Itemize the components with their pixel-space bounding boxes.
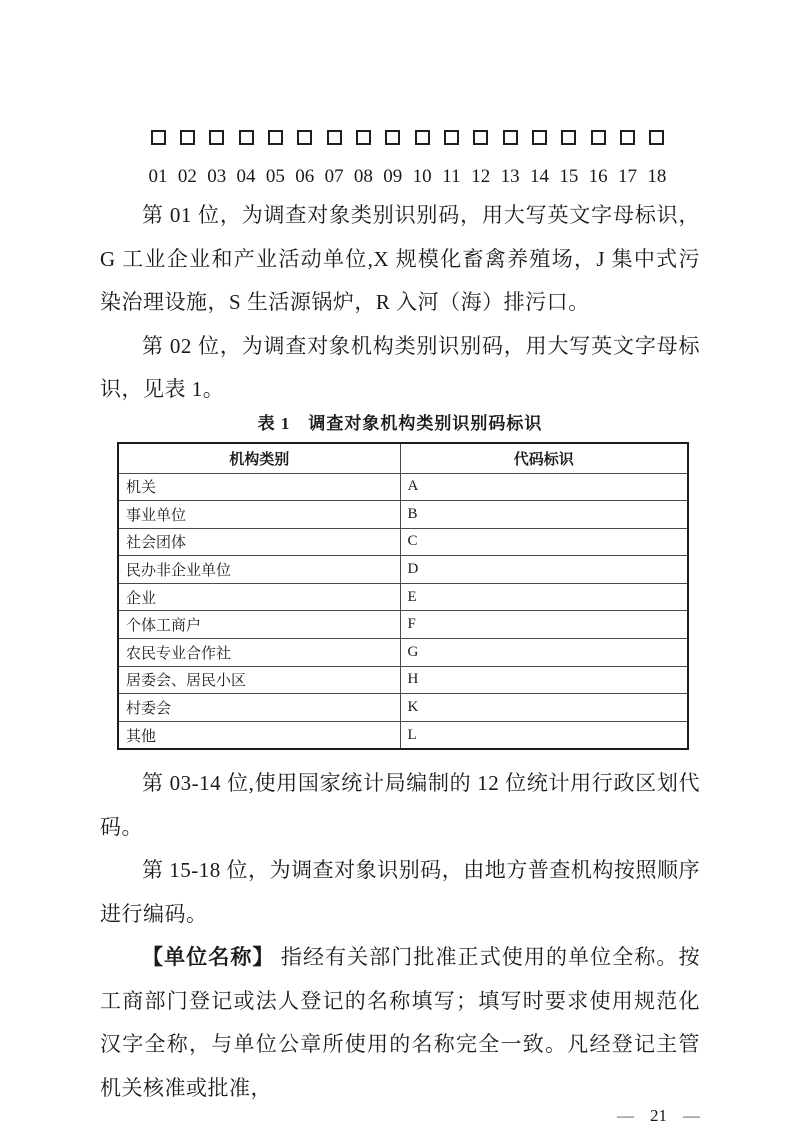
checkbox-icon	[385, 130, 400, 145]
checkbox-icon	[151, 130, 166, 145]
cell-code: C	[400, 528, 688, 556]
cell-category: 机关	[118, 473, 400, 501]
digit-label: 10	[412, 166, 432, 187]
digit-cell	[380, 130, 406, 188]
digit-cell	[556, 130, 582, 188]
page-number: 21	[650, 1106, 667, 1126]
cell-code: H	[400, 666, 688, 694]
digit-cell	[585, 130, 611, 188]
table-row	[118, 611, 688, 639]
cell-category: 事业单位	[118, 501, 400, 529]
digit-cell	[233, 130, 259, 188]
checkbox-icon	[209, 130, 224, 145]
checkbox-icon	[532, 130, 547, 145]
table-row	[118, 501, 688, 529]
checkbox-icon	[591, 130, 606, 145]
checkbox-icon	[239, 130, 254, 145]
digit-label: 17	[618, 166, 637, 187]
footer-dash-right: —	[683, 1106, 700, 1126]
cell-code: G	[400, 639, 688, 667]
digit-cell	[468, 130, 494, 188]
digit-cell	[409, 130, 435, 188]
table-row	[118, 473, 688, 501]
cell-category: 农民专业合作社	[118, 639, 400, 667]
checkbox-icon	[503, 130, 518, 145]
cell-category: 其他	[118, 721, 400, 749]
cell-code: E	[400, 583, 688, 611]
digit-label: 06	[295, 166, 315, 187]
checkbox-icon	[297, 130, 312, 145]
paragraph-unit-name	[100, 936, 700, 1110]
digit-cell	[497, 130, 523, 188]
page-content	[0, 130, 800, 1128]
digit-label: 13	[500, 166, 520, 187]
checkbox-icon	[356, 130, 371, 145]
table-row	[118, 666, 688, 694]
table-row	[118, 583, 688, 611]
footer-dash-left: —	[617, 1106, 634, 1126]
digit-label: 16	[588, 166, 608, 187]
checkbox-icon	[180, 130, 195, 145]
digit-label: 04	[236, 166, 256, 187]
digit-cell	[292, 130, 318, 188]
checkbox-icon	[415, 130, 430, 145]
cell-category: 居委会、居民小区	[118, 666, 400, 694]
digit-cell	[174, 130, 200, 188]
table-caption: 表 1 调查对象机构类别识别码标识	[257, 413, 543, 433]
digit-label: 01	[148, 166, 168, 187]
digit-cell	[145, 130, 171, 188]
table-header-row	[118, 443, 688, 474]
checkbox-icon	[444, 130, 459, 145]
digit-cell	[615, 130, 641, 188]
term-definition-text: 指经有关部门批准正式使用的单位全称。按工商部门登记或法人登记的名称填写；填写时要求使用规范化汉字全称，与单位公章所使用的名称完全一致。凡经登记主管机关核准或批准，	[100, 945, 701, 1100]
checkbox-icon	[268, 130, 283, 145]
table-row	[118, 639, 688, 667]
checkbox-icon	[327, 130, 342, 145]
checkbox-icon	[649, 130, 664, 145]
digit-label: 02	[177, 166, 197, 187]
paragraph-digit-15-18: 第 15-18 位，为调查对象识别码，由地方普查机构按照顺序进行编码。	[100, 858, 700, 926]
table-row	[118, 694, 688, 722]
code-digit-checkbox-strip	[145, 130, 670, 188]
digit-cell	[438, 130, 464, 188]
cell-category: 村委会	[118, 694, 400, 722]
cell-category: 民办非企业单位	[118, 556, 400, 584]
digit-label: 07	[324, 166, 344, 187]
table-row	[118, 556, 688, 584]
checkbox-icon	[561, 130, 576, 145]
digit-label: 09	[383, 166, 403, 187]
header-code: 代码标识	[400, 443, 688, 474]
digit-label: 11	[442, 166, 461, 187]
cell-category: 企业	[118, 583, 400, 611]
header-category: 机构类别	[118, 443, 400, 474]
paragraph-digit-02: 第 02 位，为调查对象机构类别识别码，用大写英文字母标识，见表 1。	[100, 333, 700, 401]
cell-category: 社会团体	[118, 528, 400, 556]
paragraph-digit-03-14: 第 03-14 位,使用国家统计局编制的 12 位统计用行政区划代码。	[100, 771, 700, 839]
paragraph-digit-01: 第 01 位，为调查对象类别识别码，用大写英文字母标识，G 工业企业和产业活动单位,X 规模化畜禽养殖场，J 集中式污染治理设施，S 生活源锅炉，R 入河（海）排污口。	[100, 203, 700, 314]
checkbox-icon	[620, 130, 635, 145]
digit-label: 03	[207, 166, 227, 187]
cell-code: D	[400, 556, 688, 584]
cell-code: F	[400, 611, 688, 639]
org-type-code-table	[117, 442, 689, 751]
digit-cell	[350, 130, 376, 188]
digit-label: 12	[471, 166, 491, 187]
cell-code: B	[400, 501, 688, 529]
digit-label: 18	[647, 166, 667, 187]
cell-category: 个体工商户	[118, 611, 400, 639]
term-unit-name: 【单位名称】	[142, 945, 275, 970]
table-row	[118, 528, 688, 556]
digit-cell	[644, 130, 670, 188]
table-row	[118, 721, 688, 749]
cell-code: L	[400, 721, 688, 749]
digit-label: 08	[353, 166, 373, 187]
digit-cell	[204, 130, 230, 188]
checkbox-icon	[473, 130, 488, 145]
digit-cell	[526, 130, 552, 188]
cell-code: K	[400, 694, 688, 722]
digit-label: 14	[529, 166, 549, 187]
digit-label: 05	[265, 166, 285, 187]
cell-code: A	[400, 473, 688, 501]
digit-label: 15	[559, 166, 579, 187]
digit-cell	[321, 130, 347, 188]
digit-cell	[262, 130, 288, 188]
